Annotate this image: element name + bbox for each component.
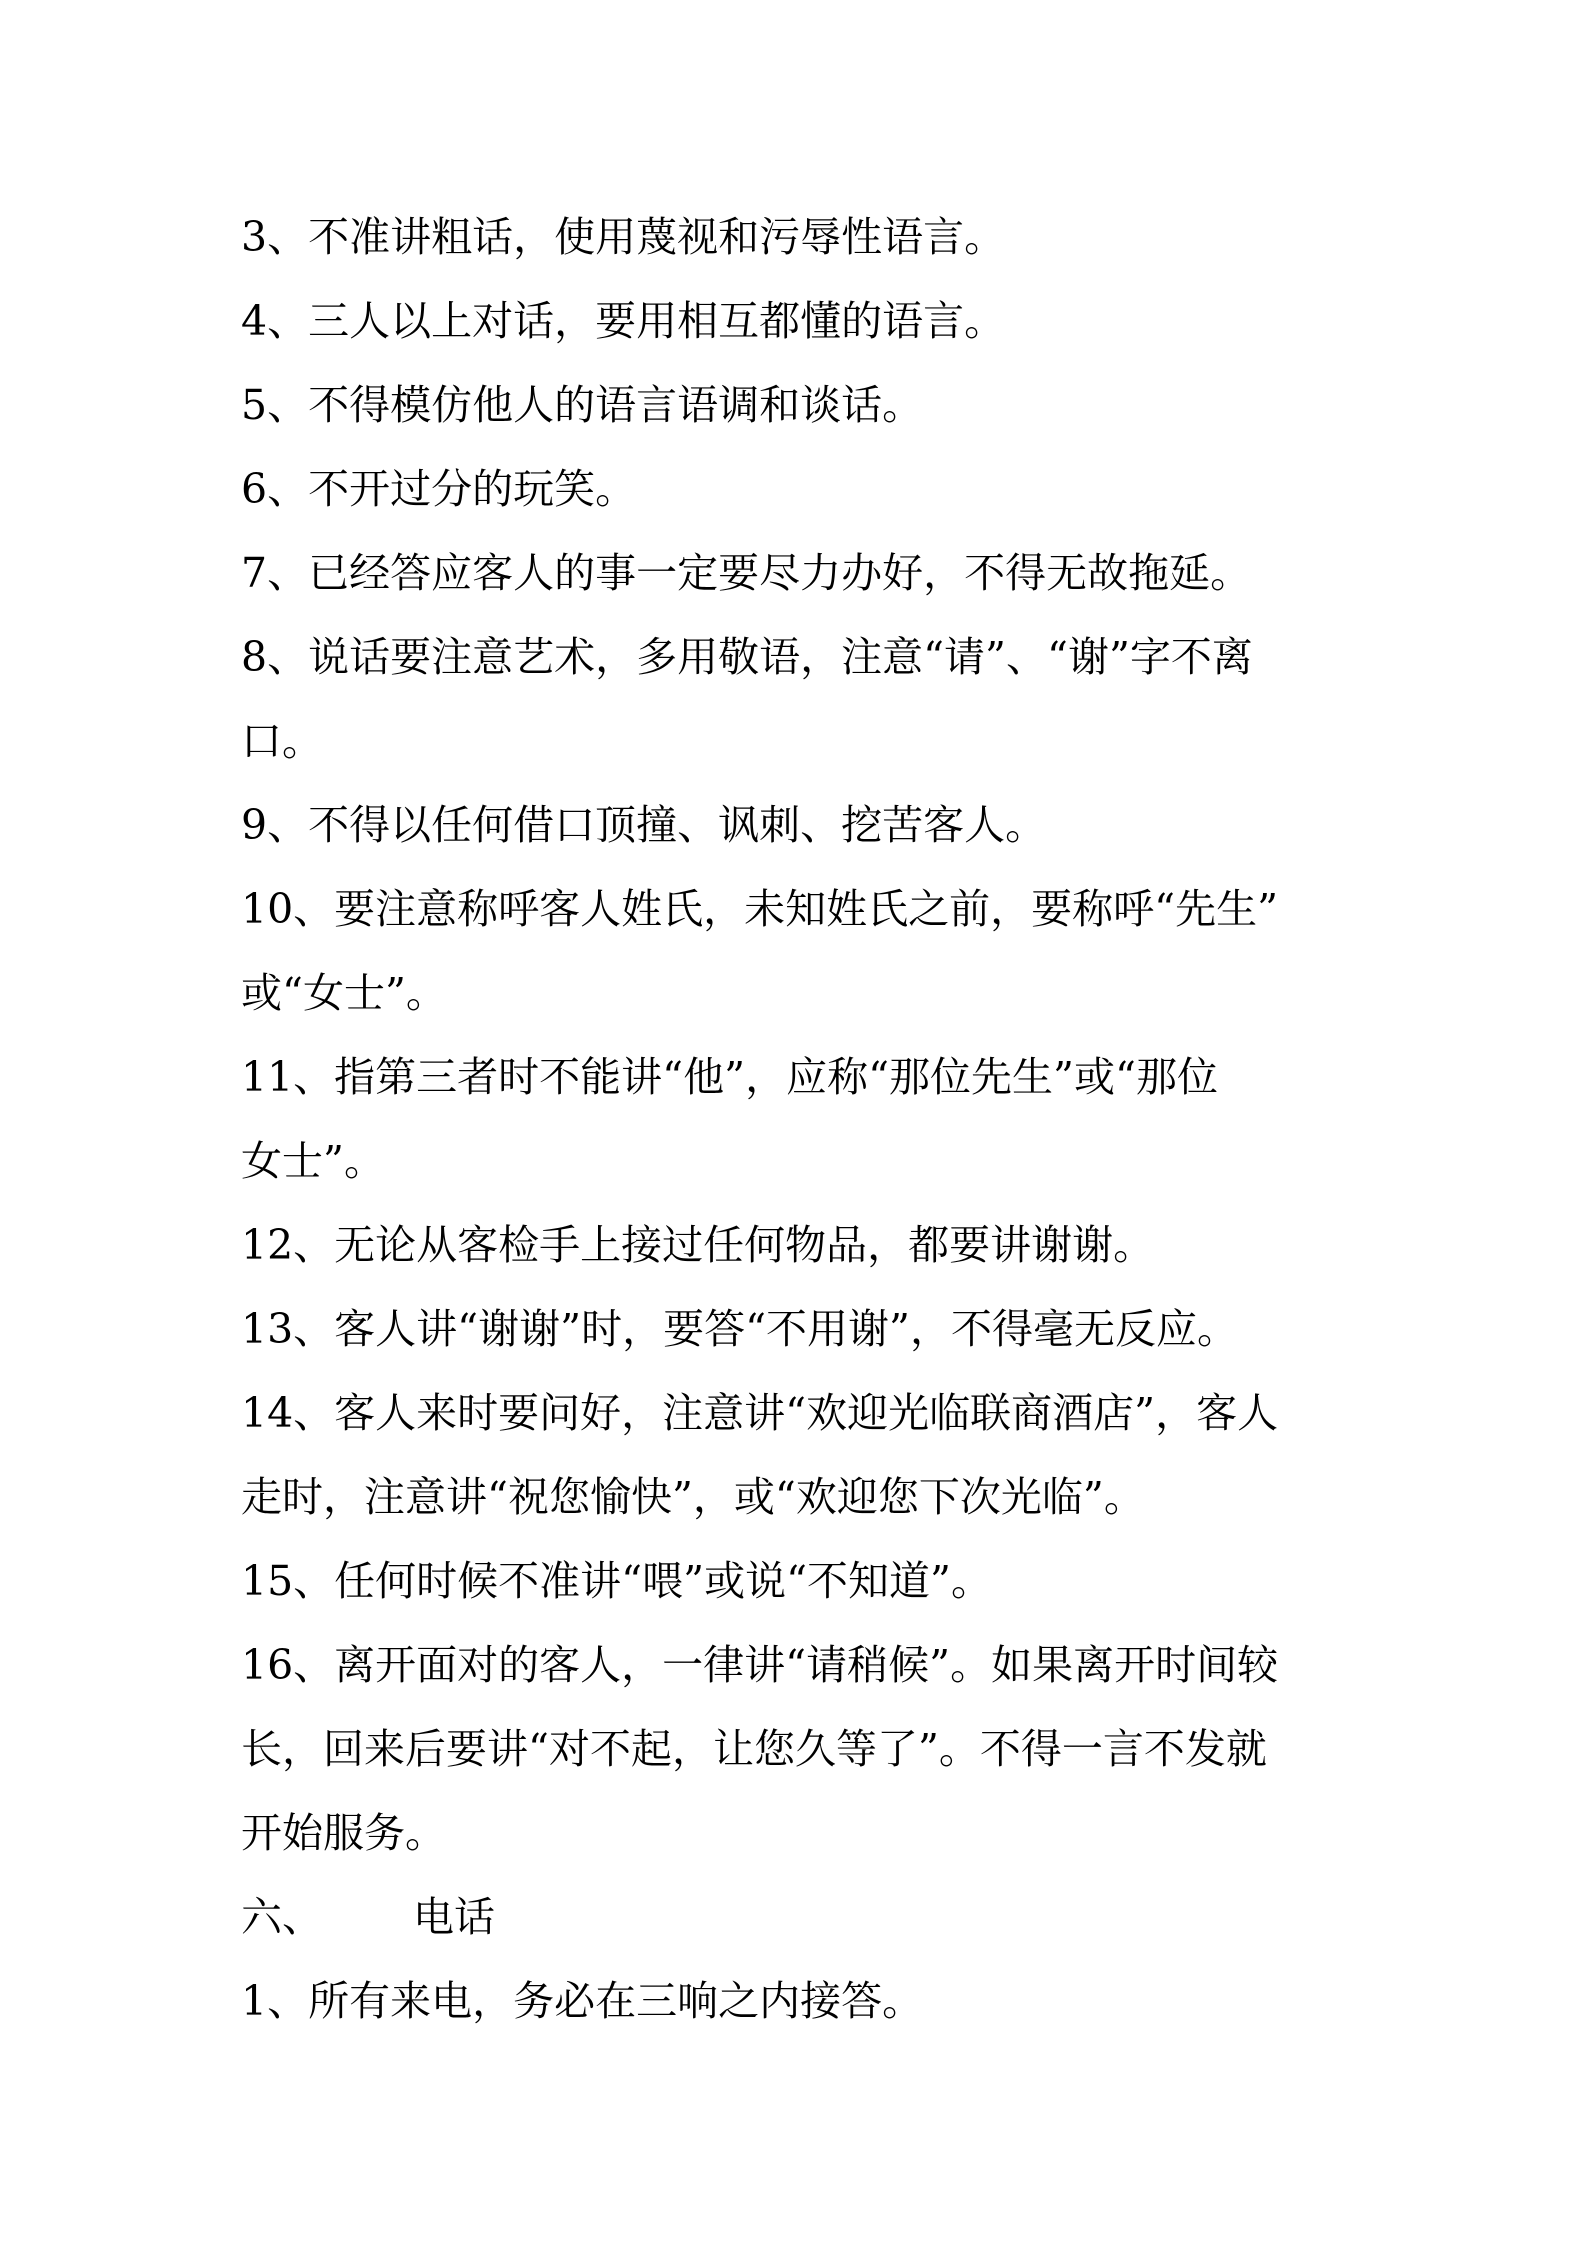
text-line: 女士”。 xyxy=(241,1137,385,1185)
text-line: 1、所有来电，务必在三响之内接答。 xyxy=(241,1977,924,2025)
text-line: 4、三人以上对话，要用相互都懂的语言。 xyxy=(241,297,1006,345)
text-line: 10、要注意称呼客人姓氏，未知姓氏之前，要称呼“先生” xyxy=(241,885,1279,933)
text-line: 或“女士”。 xyxy=(241,969,447,1017)
text-line: 7、已经答应客人的事一定要尽力办好，不得无故拖延。 xyxy=(241,549,1252,597)
text-line: 12、无论从客检手上接过任何物品，都要讲谢谢。 xyxy=(241,1221,1155,1269)
text-line: 13、客人讲“谢谢”时，要答“不用谢”，不得毫无反应。 xyxy=(241,1305,1239,1353)
text-line: 开始服务。 xyxy=(241,1809,446,1857)
section-number: 六、 xyxy=(241,1893,323,1941)
text-line: 走时，注意讲“祝您愉快”，或“欢迎您下次光临”。 xyxy=(241,1473,1145,1521)
text-line: 14、客人来时要问好，注意讲“欢迎光临联商酒店”，客人 xyxy=(241,1389,1279,1437)
text-line: 9、不得以任何借口顶撞、讽刺、挖苦客人。 xyxy=(241,801,1047,849)
text-line: 6、不开过分的玩笑。 xyxy=(241,465,637,513)
section-title: 电话 xyxy=(413,1893,495,1941)
section-heading xyxy=(241,1875,1361,1959)
text-line: 16、离开面对的客人，一律讲“请稍候”。如果离开时间较 xyxy=(241,1641,1279,1689)
text-line: 口。 xyxy=(241,717,323,765)
document-page xyxy=(241,195,1361,2043)
text-line: 3、不准讲粗话，使用蔑视和污辱性语言。 xyxy=(241,213,1006,261)
text-line: 15、任何时候不准讲“喂”或说“不知道”。 xyxy=(241,1557,993,1605)
text-line: 11、指第三者时不能讲“他”，应称“那位先生”或“那位 xyxy=(241,1053,1218,1101)
text-line: 5、不得模仿他人的语言语调和谈话。 xyxy=(241,381,924,429)
text-line: 长，回来后要讲“对不起，让您久等了”。不得一言不发就 xyxy=(241,1725,1267,1773)
text-line: 8、说话要注意艺术，多用敬语，注意“请”、“谢”字不离 xyxy=(241,633,1253,681)
